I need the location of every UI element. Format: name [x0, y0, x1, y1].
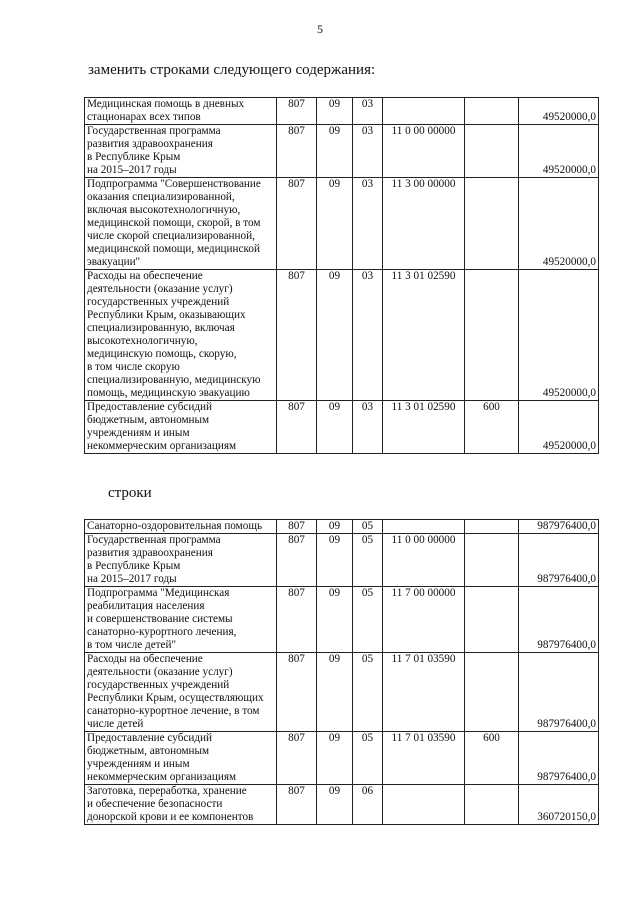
cell-ministry-code: 807	[277, 520, 317, 534]
cell-expense-type-code	[465, 125, 519, 178]
cell-subsection-code: 03	[353, 270, 383, 401]
cell-amount: 987976400,0	[519, 653, 599, 732]
page-number: 5	[317, 22, 323, 36]
table-row	[85, 98, 599, 125]
cell-name: Предоставление субсидий бюджетным, автономным учреждениям и иным некоммерческим организациям	[85, 401, 277, 454]
cell-ministry-code: 807	[277, 534, 317, 587]
cell-ministry-code: 807	[277, 785, 317, 825]
cell-amount: 49520000,0	[519, 401, 599, 454]
cell-ministry-code: 807	[277, 732, 317, 785]
replacement-lead-text: заменить строками следующего содержания:	[88, 62, 376, 78]
cell-section-code: 09	[317, 401, 353, 454]
cell-ministry-code: 807	[277, 401, 317, 454]
cell-name: Заготовка, переработка, хранение и обеспечение безопасности донорской крови и ее компонентов	[85, 785, 277, 825]
table-row	[85, 520, 599, 534]
cell-section-code: 09	[317, 534, 353, 587]
table-row	[85, 401, 599, 454]
cell-amount: 49520000,0	[519, 125, 599, 178]
cell-expense-type-code: 600	[465, 401, 519, 454]
cell-subsection-code: 06	[353, 785, 383, 825]
cell-subsection-code: 03	[353, 125, 383, 178]
table-row	[85, 732, 599, 785]
cell-amount: 49520000,0	[519, 178, 599, 270]
cell-subsection-code: 03	[353, 401, 383, 454]
cell-section-code: 09	[317, 732, 353, 785]
cell-target-item-code: 11 7 00 00000	[383, 587, 465, 653]
replacement-table	[84, 97, 599, 454]
cell-name: Подпрограмма "Медицинская реабилитация населения и совершенствование системы санаторно-курортного лечения, в том числе детей"	[85, 587, 277, 653]
cell-amount: 360720150,0	[519, 785, 599, 825]
cell-amount: 987976400,0	[519, 520, 599, 534]
cell-target-item-code: 11 7 01 03590	[383, 653, 465, 732]
cell-expense-type-code	[465, 785, 519, 825]
cell-amount: 49520000,0	[519, 98, 599, 125]
cell-section-code: 09	[317, 125, 353, 178]
table-row	[85, 125, 599, 178]
cell-amount: 49520000,0	[519, 270, 599, 401]
original-lines-table	[84, 519, 599, 825]
cell-section-code: 09	[317, 270, 353, 401]
cell-ministry-code: 807	[277, 98, 317, 125]
cell-ministry-code: 807	[277, 125, 317, 178]
cell-amount: 987976400,0	[519, 534, 599, 587]
table-row	[85, 534, 599, 587]
cell-target-item-code	[383, 98, 465, 125]
cell-expense-type-code: 600	[465, 732, 519, 785]
cell-section-code: 09	[317, 178, 353, 270]
cell-subsection-code: 05	[353, 587, 383, 653]
cell-target-item-code: 11 7 01 03590	[383, 732, 465, 785]
table-row	[85, 785, 599, 825]
cell-expense-type-code	[465, 98, 519, 125]
original-lines-lead-text: строки	[108, 485, 152, 501]
cell-target-item-code: 11 3 00 00000	[383, 178, 465, 270]
cell-expense-type-code	[465, 653, 519, 732]
cell-expense-type-code	[465, 520, 519, 534]
cell-target-item-code: 11 3 01 02590	[383, 270, 465, 401]
cell-name: Медицинская помощь в дневных стационарах всех типов	[85, 98, 277, 125]
cell-expense-type-code	[465, 587, 519, 653]
cell-target-item-code: 11 0 00 00000	[383, 125, 465, 178]
cell-section-code: 09	[317, 520, 353, 534]
cell-name: Предоставление субсидий бюджетным, автономным учреждениям и иным некоммерческим организациям	[85, 732, 277, 785]
cell-ministry-code: 807	[277, 653, 317, 732]
cell-amount: 987976400,0	[519, 587, 599, 653]
cell-name: Расходы на обеспечение деятельности (оказание услуг) государственных учреждений Республики Крым, осуществляющих санаторно-курортное лечение, в том числе детей	[85, 653, 277, 732]
cell-target-item-code: 11 3 01 02590	[383, 401, 465, 454]
cell-section-code: 09	[317, 785, 353, 825]
cell-subsection-code: 05	[353, 732, 383, 785]
cell-target-item-code	[383, 520, 465, 534]
cell-subsection-code: 05	[353, 653, 383, 732]
table-row	[85, 653, 599, 732]
cell-ministry-code: 807	[277, 270, 317, 401]
cell-target-item-code: 11 0 00 00000	[383, 534, 465, 587]
cell-ministry-code: 807	[277, 587, 317, 653]
table-row	[85, 587, 599, 653]
cell-name: Расходы на обеспечение деятельности (оказание услуг) государственных учреждений Республики Крым, оказывающих специализированную, включая высокотехнологичную, медицинскую помощь, скорую, в том числе скорую специализированную, медицинскую помощь, медицинскую эвакуацию	[85, 270, 277, 401]
cell-expense-type-code	[465, 178, 519, 270]
cell-name: Санаторно-оздоровительная помощь	[85, 520, 277, 534]
cell-subsection-code: 05	[353, 520, 383, 534]
table-row	[85, 178, 599, 270]
cell-target-item-code	[383, 785, 465, 825]
cell-expense-type-code	[465, 270, 519, 401]
replacement-table-body	[85, 98, 599, 454]
cell-expense-type-code	[465, 534, 519, 587]
cell-name: Подпрограмма "Совершенствование оказания специализированной, включая высокотехнологичную, медицинской помощи, скорой, в том числе скорой специализированной, медицинской помощи, медицинской эвакуации"	[85, 178, 277, 270]
table-row	[85, 270, 599, 401]
cell-section-code: 09	[317, 587, 353, 653]
cell-subsection-code: 03	[353, 98, 383, 125]
cell-name: Государственная программа развития здравоохранения в Республике Крым на 2015–2017 годы	[85, 125, 277, 178]
cell-amount: 987976400,0	[519, 732, 599, 785]
cell-name: Государственная программа развития здравоохранения в Республике Крым на 2015–2017 годы	[85, 534, 277, 587]
original-lines-table-body	[85, 520, 599, 825]
cell-subsection-code: 05	[353, 534, 383, 587]
cell-subsection-code: 03	[353, 178, 383, 270]
cell-ministry-code: 807	[277, 178, 317, 270]
cell-section-code: 09	[317, 98, 353, 125]
cell-section-code: 09	[317, 653, 353, 732]
